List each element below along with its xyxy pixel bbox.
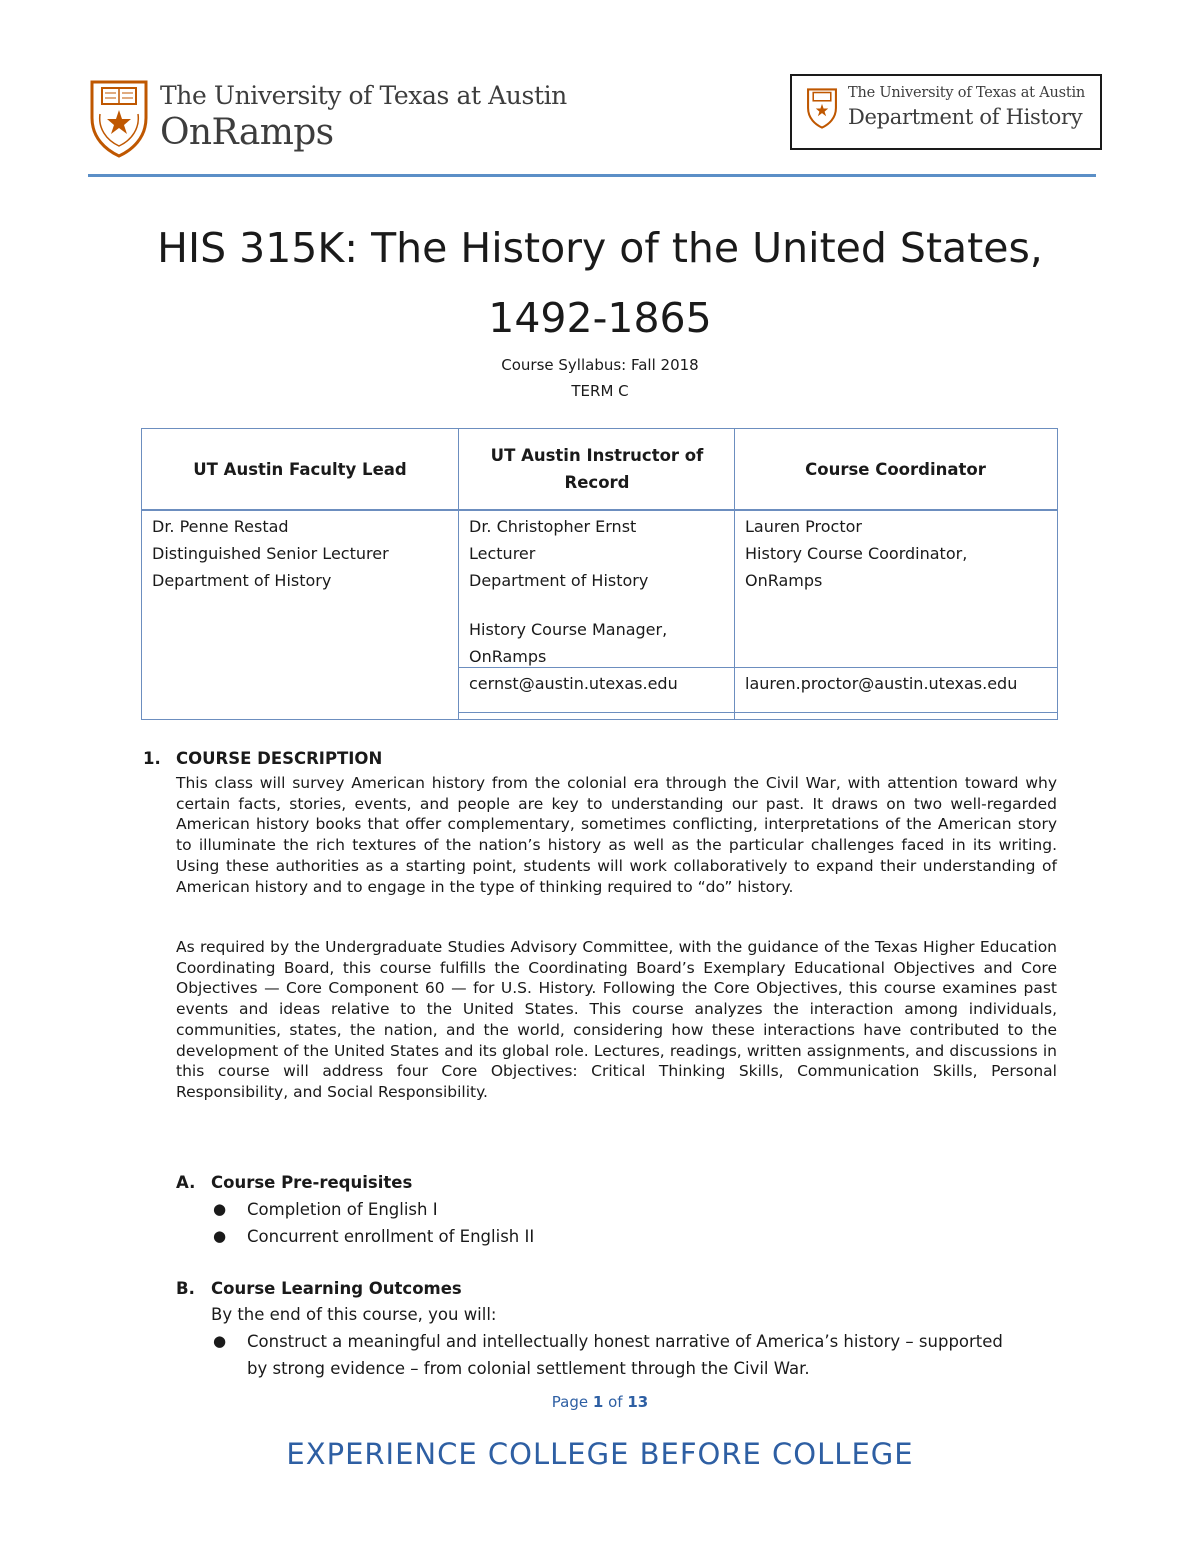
history-department-logo — [790, 74, 1102, 150]
subsection-letter: A. — [176, 1173, 196, 1192]
list-item: Completion of English I — [247, 1200, 438, 1219]
column-divider — [458, 429, 459, 719]
instructor-email[interactable]: cernst@austin.utexas.edu — [469, 674, 678, 693]
bullet-icon: ● — [213, 1227, 227, 1245]
page-of: of — [608, 1393, 623, 1411]
instructor-role: History Course Manager, — [469, 620, 668, 639]
course-title-years: 1492-1865 — [488, 294, 712, 342]
page-number — [0, 1393, 1200, 1411]
faculty-lead-title: Distinguished Senior Lecturer — [152, 544, 389, 563]
subsection-heading: Course Learning Outcomes — [211, 1279, 462, 1298]
faculty-lead-department: Department of History — [152, 571, 332, 590]
row-divider — [458, 712, 1057, 713]
coordinator-email[interactable]: lauren.proctor@austin.utexas.edu — [745, 674, 1018, 693]
bullet-icon: ● — [213, 1332, 227, 1350]
section-number: 1. — [143, 749, 161, 768]
term-label: TERM C — [571, 382, 629, 400]
subsection-letter: B. — [176, 1279, 195, 1298]
bullet-icon: ● — [213, 1200, 227, 1218]
list-item-continued: by strong evidence – from colonial settlement through the Civil War. — [247, 1359, 810, 1378]
ut-shield-icon — [88, 78, 150, 158]
ut-shield-icon — [806, 86, 838, 130]
section-heading: COURSE DESCRIPTION — [176, 749, 383, 768]
row-divider — [458, 667, 1057, 668]
instructor-title: Lecturer — [469, 544, 536, 563]
coordinator-name: Lauren Proctor — [745, 517, 862, 536]
staff-table — [141, 428, 1058, 720]
page-word: Page — [551, 1393, 589, 1411]
core-objectives-paragraph: As required by the Undergraduate Studies Advisory Committee, with the guidance of the Texas Higher Education Coordinating Board, this course fulfills the Coordinating Board’s Exemplary Educational Objectives and Core Objectives — Core Component 60 — for U.S. History. Following the Core Objectives, this course examines past events and ideas relative to the United States. This course analyzes the interaction among individuals, communities, states, the nation, and the world, considering how these interactions have contributed to the development of the United States and its global role. Lectures, readings, written assignments, and discussions in this course will address four Core Objectives: Critical Thinking Skills, Communication Skills, Personal Responsibility, and Social Responsibility. — [176, 938, 1057, 1101]
header-instructor: UT Austin Instructor of Record — [490, 446, 704, 492]
program-name: OnRamps — [160, 112, 334, 153]
instructor-name: Dr. Christopher Ernst — [469, 517, 637, 536]
list-item: Construct a meaningful and intellectually honest narrative of America’s history – supported — [247, 1332, 1003, 1351]
syllabus-term: Course Syllabus: Fall 2018 — [501, 356, 699, 374]
course-description-paragraph: This class will survey American history from the colonial era through the Civil War, with attention toward why certain facts, stories, events, and people are key to understanding our past. It draws on two well-regarded American history books that offer complementary, sometimes conflicting, interpretations of the American story to illuminate the rich textures of the nation’s history as well as the particular challenges faced in its writing. Using these authorities as a starting point, students will work collaboratively to expand their understanding of American history and to engage in the type of thinking required to “do” history. — [176, 774, 1057, 896]
list-item: Concurrent enrollment of English II — [247, 1227, 535, 1246]
instructor-role-org: OnRamps — [469, 647, 547, 666]
table-header-divider — [142, 509, 1057, 511]
department-logo-name: Department of History — [848, 105, 1083, 129]
page-total: 13 — [627, 1393, 649, 1411]
coordinator-role: History Course Coordinator, — [745, 544, 968, 563]
page-current: 1 — [592, 1393, 604, 1411]
faculty-lead-name: Dr. Penne Restad — [152, 517, 289, 536]
subsection-heading: Course Pre-requisites — [211, 1173, 413, 1192]
footer-tagline: EXPERIENCE COLLEGE BEFORE COLLEGE — [286, 1437, 914, 1471]
header-coordinator: Course Coordinator — [805, 459, 986, 479]
instructor-department: Department of History — [469, 571, 649, 590]
university-name: The University of Texas at Austin — [160, 81, 567, 110]
onramps-logo — [88, 78, 567, 160]
course-title: HIS 315K: The History of the United States, — [157, 224, 1043, 272]
outcomes-intro: By the end of this course, you will: — [211, 1305, 497, 1324]
header-divider — [88, 174, 1096, 177]
coordinator-role-org: OnRamps — [745, 571, 823, 590]
department-logo-university: The University of Texas at Austin — [848, 85, 1086, 101]
header-faculty-lead: UT Austin Faculty Lead — [193, 459, 407, 479]
